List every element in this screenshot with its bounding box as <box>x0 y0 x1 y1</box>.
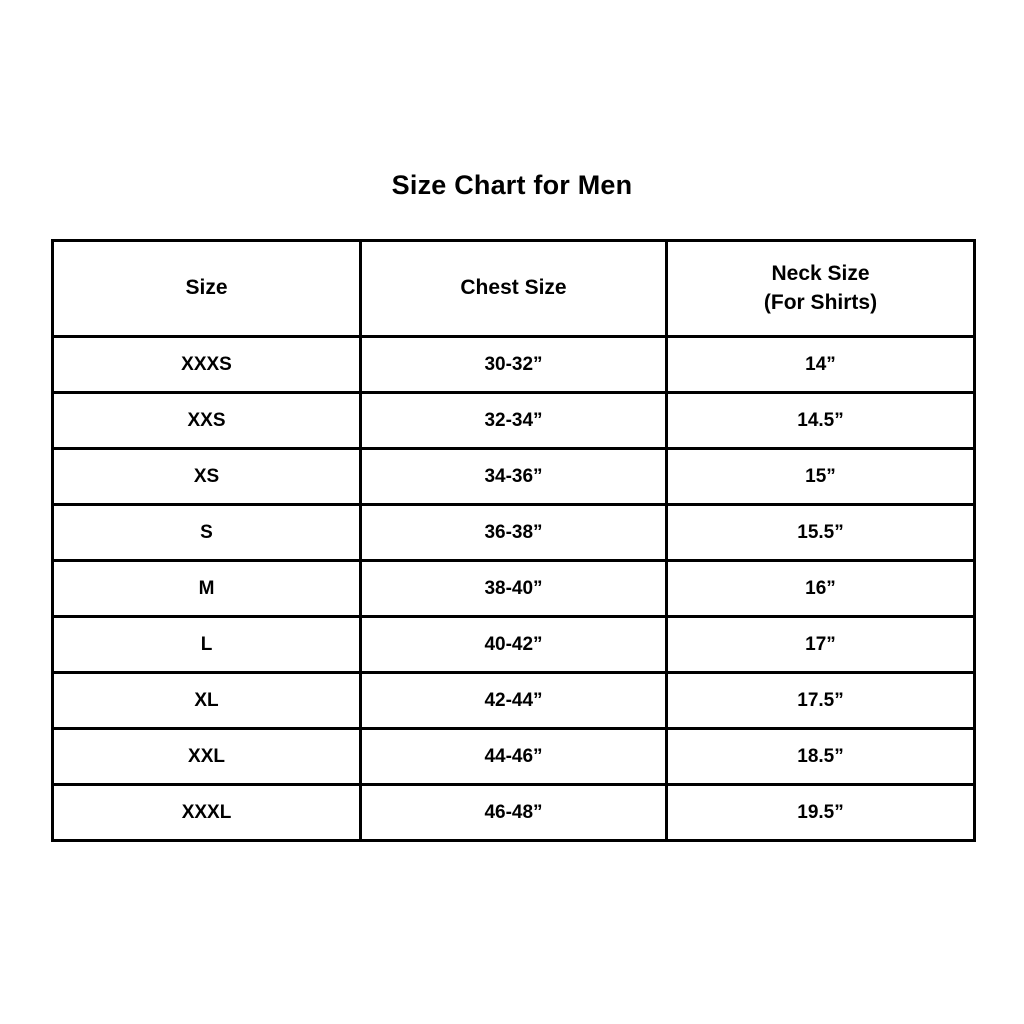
column-header-chest <box>361 241 667 337</box>
cell-chest: 42-44” <box>361 673 667 729</box>
column-header-neck-label: Neck Size <box>771 262 870 286</box>
cell-size: M <box>53 561 361 617</box>
cell-chest: 34-36” <box>361 449 667 505</box>
column-header-size-label: Size <box>185 276 228 300</box>
column-header-neck <box>667 241 975 337</box>
table-row <box>53 337 975 393</box>
cell-chest: 32-34” <box>361 393 667 449</box>
cell-neck: 17.5” <box>667 673 975 729</box>
cell-size: XS <box>53 449 361 505</box>
table-header-row <box>53 241 975 337</box>
cell-neck: 17” <box>667 617 975 673</box>
cell-chest: 38-40” <box>361 561 667 617</box>
cell-size: L <box>53 617 361 673</box>
cell-neck: 16” <box>667 561 975 617</box>
size-chart-table-wrapper <box>51 239 973 842</box>
cell-neck: 14.5” <box>667 393 975 449</box>
cell-neck: 15” <box>667 449 975 505</box>
cell-size: S <box>53 505 361 561</box>
table-row <box>53 673 975 729</box>
table-row <box>53 505 975 561</box>
table-body <box>53 337 975 841</box>
table-row <box>53 449 975 505</box>
table-row <box>53 785 975 841</box>
cell-size: XXXS <box>53 337 361 393</box>
cell-size: XXS <box>53 393 361 449</box>
cell-chest: 30-32” <box>361 337 667 393</box>
column-header-neck-subtitle: (For Shirts) <box>763 290 878 314</box>
cell-size: XXL <box>53 729 361 785</box>
cell-size: XL <box>53 673 361 729</box>
cell-neck: 18.5” <box>667 729 975 785</box>
column-header-chest-label: Chest Size <box>460 276 567 300</box>
table-row <box>53 729 975 785</box>
size-chart-table <box>51 239 976 842</box>
cell-neck: 14” <box>667 337 975 393</box>
table-row <box>53 561 975 617</box>
cell-chest: 44-46” <box>361 729 667 785</box>
cell-neck: 19.5” <box>667 785 975 841</box>
cell-neck: 15.5” <box>667 505 975 561</box>
table-row <box>53 393 975 449</box>
column-header-size <box>53 241 361 337</box>
cell-chest: 36-38” <box>361 505 667 561</box>
cell-chest: 46-48” <box>361 785 667 841</box>
table-header <box>53 241 975 337</box>
cell-chest: 40-42” <box>361 617 667 673</box>
table-row <box>53 617 975 673</box>
cell-size: XXXL <box>53 785 361 841</box>
page-title: Size Chart for Men <box>391 170 633 200</box>
